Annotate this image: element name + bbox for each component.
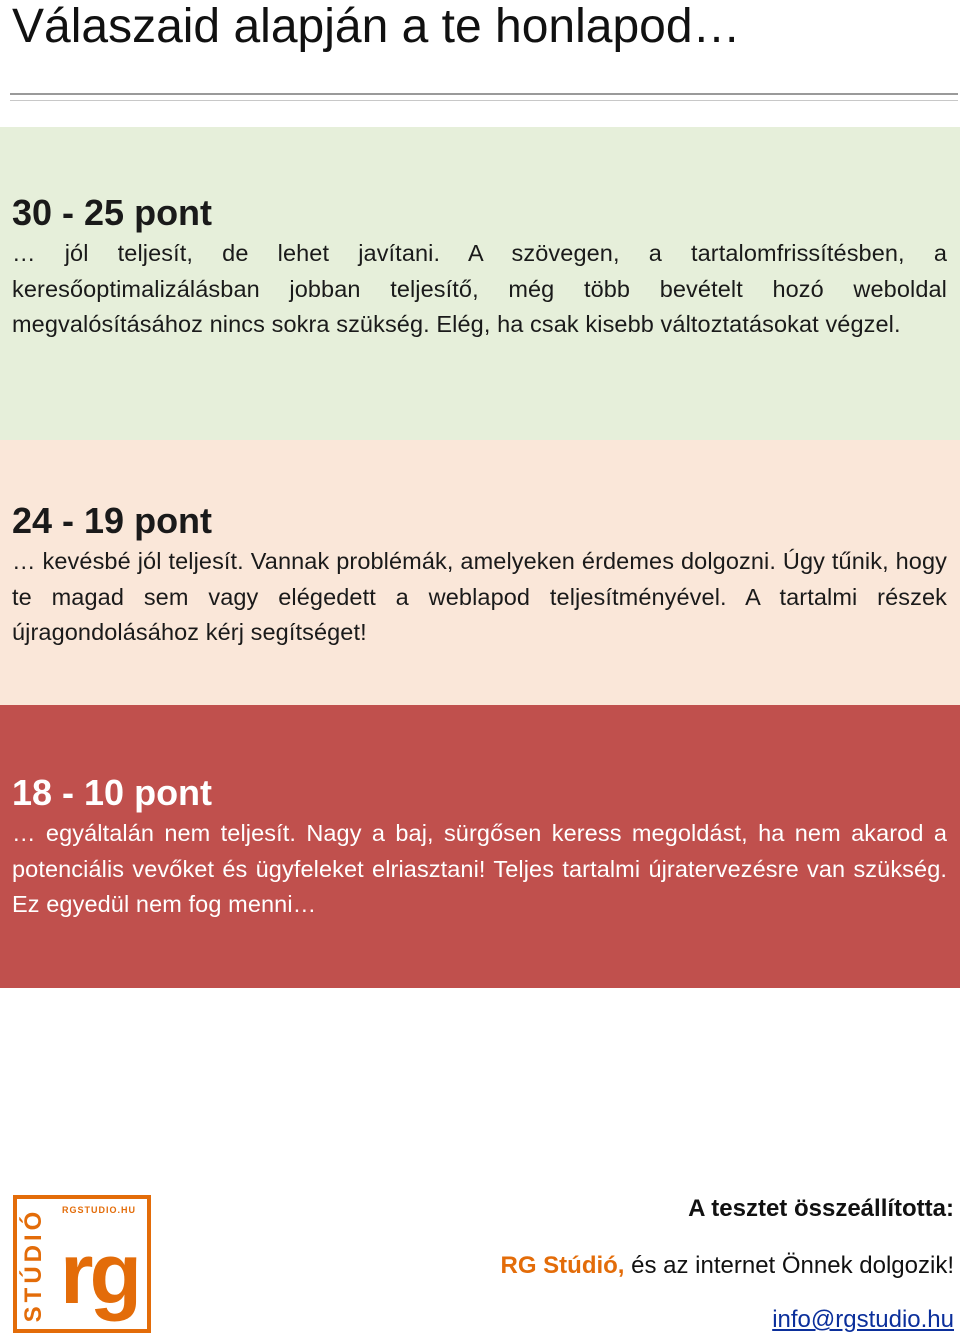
logo-side-text: STÚDIÓ [20, 1207, 47, 1323]
result-band-medium [0, 440, 960, 705]
rgstudio-logo [13, 1195, 151, 1333]
author-label: A tesztet összeállította: [688, 1195, 954, 1222]
result-description: … jól teljesít, de lehet javítani. A szövegen, a tartalomfrissítésben, a keresőoptimalizálásban jobban teljesítő, még több bevételt hozó weboldal megvalósításához nincs sokra szükség. Elég, ha csak kisebb változtatásokat végzel. [12, 240, 947, 338]
email-link[interactable]: info@rgstudio.hu [772, 1306, 954, 1333]
score-range-heading: 30 - 25 pont [12, 192, 213, 233]
email-line [772, 1306, 954, 1334]
result-band-high [0, 127, 960, 440]
title-divider [10, 93, 958, 95]
studio-line [500, 1252, 954, 1280]
studio-tagline: és az internet Önnek dolgozik! [624, 1252, 954, 1279]
result-band-low [0, 705, 960, 988]
title-divider-thin [10, 100, 958, 101]
logo-url-text: RGSTUDIO.HU [62, 1205, 136, 1215]
result-description: … egyáltalán nem teljesít. Nagy a baj, sürgősen keress megoldást, ha nem akarod a potenciális vevőket és ügyfeleket elriasztani! Teljes tartalmi újratervezésre van szükség. Ez egyedül nem fog menni… [12, 820, 947, 918]
result-description: … kevésbé jól teljesít. Vannak problémák, amelyeken érdemes dolgozni. Úgy tűnik, hogy te magad sem vagy elégedett a weblapod teljesítményével. A tartalmi részek újragondolásához kérj segítséget! [12, 548, 947, 646]
studio-name: RG Stúdió, [500, 1252, 625, 1279]
page-title: Válaszaid alapján a te honlapod… [12, 0, 741, 53]
logo-rg-text: rg [60, 1226, 138, 1322]
score-range-heading: 24 - 19 pont [12, 500, 213, 541]
score-range-heading: 18 - 10 pont [12, 772, 213, 813]
